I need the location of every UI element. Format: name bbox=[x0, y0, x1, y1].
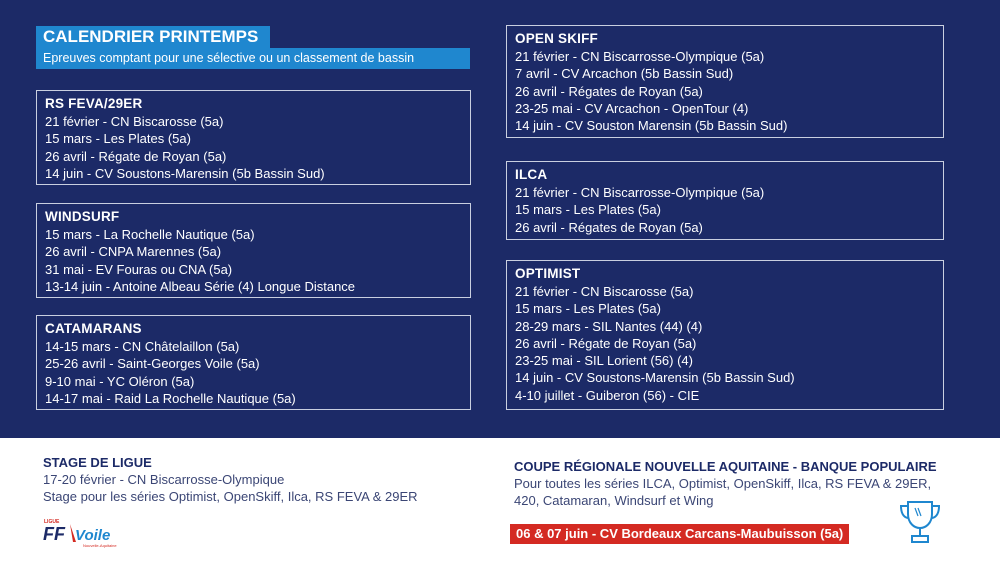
list-item: 26 avril - Régate de Royan (5a) bbox=[515, 335, 697, 351]
list-item: 14 juin - CV Soustons-Marensin (5b Bassin Sud) bbox=[515, 370, 795, 386]
stage-line: Stage pour les séries Optimist, OpenSkiff, Ilca, RS FEVA & 29ER bbox=[43, 489, 418, 504]
list-item: 25-26 avril - Saint-Georges Voile (5a) bbox=[45, 356, 260, 372]
trophy-icon bbox=[898, 498, 942, 548]
list-item: 14 juin - CV Soustons-Marensin (5b Bassin Sud) bbox=[45, 165, 325, 181]
coupe-regionale bbox=[514, 458, 954, 509]
list-item: 21 février - CN Biscarrosse-Olympique (5a) bbox=[515, 49, 765, 64]
list-item: 26 avril - CNPA Marennes (5a) bbox=[45, 244, 222, 260]
stage-de-ligue bbox=[43, 454, 418, 505]
list-item: 14-15 mars - CN Châtelaillon (5a) bbox=[45, 339, 240, 354]
logo-ligue-text: LIGUE bbox=[44, 519, 60, 525]
section-catamarans bbox=[36, 315, 471, 410]
section-open-skiff bbox=[506, 25, 944, 138]
list-item: 21 février - CN Biscarrosse-Olympique (5a) bbox=[515, 185, 765, 200]
section-title: WINDSURF bbox=[45, 209, 120, 224]
coupe-title: COUPE RÉGIONALE NOUVELLE AQUITAINE - BANQUE POPULAIRE bbox=[514, 459, 937, 474]
ffvoile-logo bbox=[43, 516, 123, 552]
coupe-date-banner: 06 & 07 juin - CV Bordeaux Carcans-Maubuisson (5a) bbox=[510, 524, 849, 544]
section-title: OPEN SKIFF bbox=[515, 31, 599, 46]
list-item: 14 juin - CV Souston Marensin (5b Bassin Sud) bbox=[515, 118, 788, 134]
page-subtitle: Epreuves comptant pour une sélective ou un classement de bassin bbox=[36, 48, 470, 69]
list-item: 9-10 mai - YC Oléron (5a) bbox=[45, 373, 195, 389]
list-item: 26 avril - Régate de Royan (5a) bbox=[45, 148, 227, 164]
section-title: RS FEVA/29ER bbox=[45, 96, 143, 111]
list-item: 15 mars - La Rochelle Nautique (5a) bbox=[45, 227, 255, 242]
section-ilca bbox=[506, 161, 944, 240]
page-title: CALENDRIER PRINTEMPS bbox=[36, 26, 270, 48]
footer-panel bbox=[0, 438, 1000, 563]
stage-title: STAGE DE LIGUE bbox=[43, 455, 152, 470]
list-item: 28-29 mars - SIL Nantes (44) (4) bbox=[515, 318, 703, 334]
list-item: 23-25 mai - SIL Lorient (56) (4) bbox=[515, 353, 693, 369]
list-item: 31 mai - EV Fouras ou CNA (5a) bbox=[45, 261, 233, 277]
list-item: 15 mars - Les Plates (5a) bbox=[515, 301, 661, 317]
logo-region-text: Nouvelle-Aquitaine bbox=[83, 543, 117, 548]
list-item: 26 avril - Régates de Royan (5a) bbox=[515, 219, 703, 235]
list-item: 21 février - CN Biscarosse (5a) bbox=[45, 114, 224, 129]
stage-line: 17-20 février - CN Biscarrosse-Olympique bbox=[43, 472, 285, 487]
list-item: 26 avril - Régates de Royan (5a) bbox=[515, 83, 703, 99]
list-item: 4-10 juillet - Guiberon (56) - CIE bbox=[515, 387, 700, 403]
list-item: 15 mars - Les Plates (5a) bbox=[515, 202, 661, 218]
section-rs-feva bbox=[36, 90, 471, 185]
list-item: 23-25 mai - CV Arcachon - OpenTour (4) bbox=[515, 100, 749, 116]
logo-voile-text: Voile bbox=[75, 527, 111, 544]
section-optimist bbox=[506, 260, 944, 410]
list-item: 13-14 juin - Antoine Albeau Série (4) Longue Distance bbox=[45, 278, 356, 294]
list-item: 15 mars - Les Plates (5a) bbox=[45, 131, 191, 147]
section-title: CATAMARANS bbox=[45, 321, 142, 336]
list-item: 14-17 mai - Raid La Rochelle Nautique (5a) bbox=[45, 390, 296, 406]
section-title: OPTIMIST bbox=[515, 266, 581, 281]
list-item: 7 avril - CV Arcachon (5b Bassin Sud) bbox=[515, 66, 734, 82]
section-windsurf bbox=[36, 203, 471, 298]
coupe-text: Pour toutes les séries ILCA, Optimist, OpenSkiff, Ilca, RS FEVA & 29ER, 420, Catamaran, Windsurf et Wing bbox=[514, 476, 932, 508]
section-title: ILCA bbox=[515, 167, 548, 182]
list-item: 21 février - CN Biscarosse (5a) bbox=[515, 284, 694, 299]
logo-ff-text: FF bbox=[43, 524, 65, 544]
